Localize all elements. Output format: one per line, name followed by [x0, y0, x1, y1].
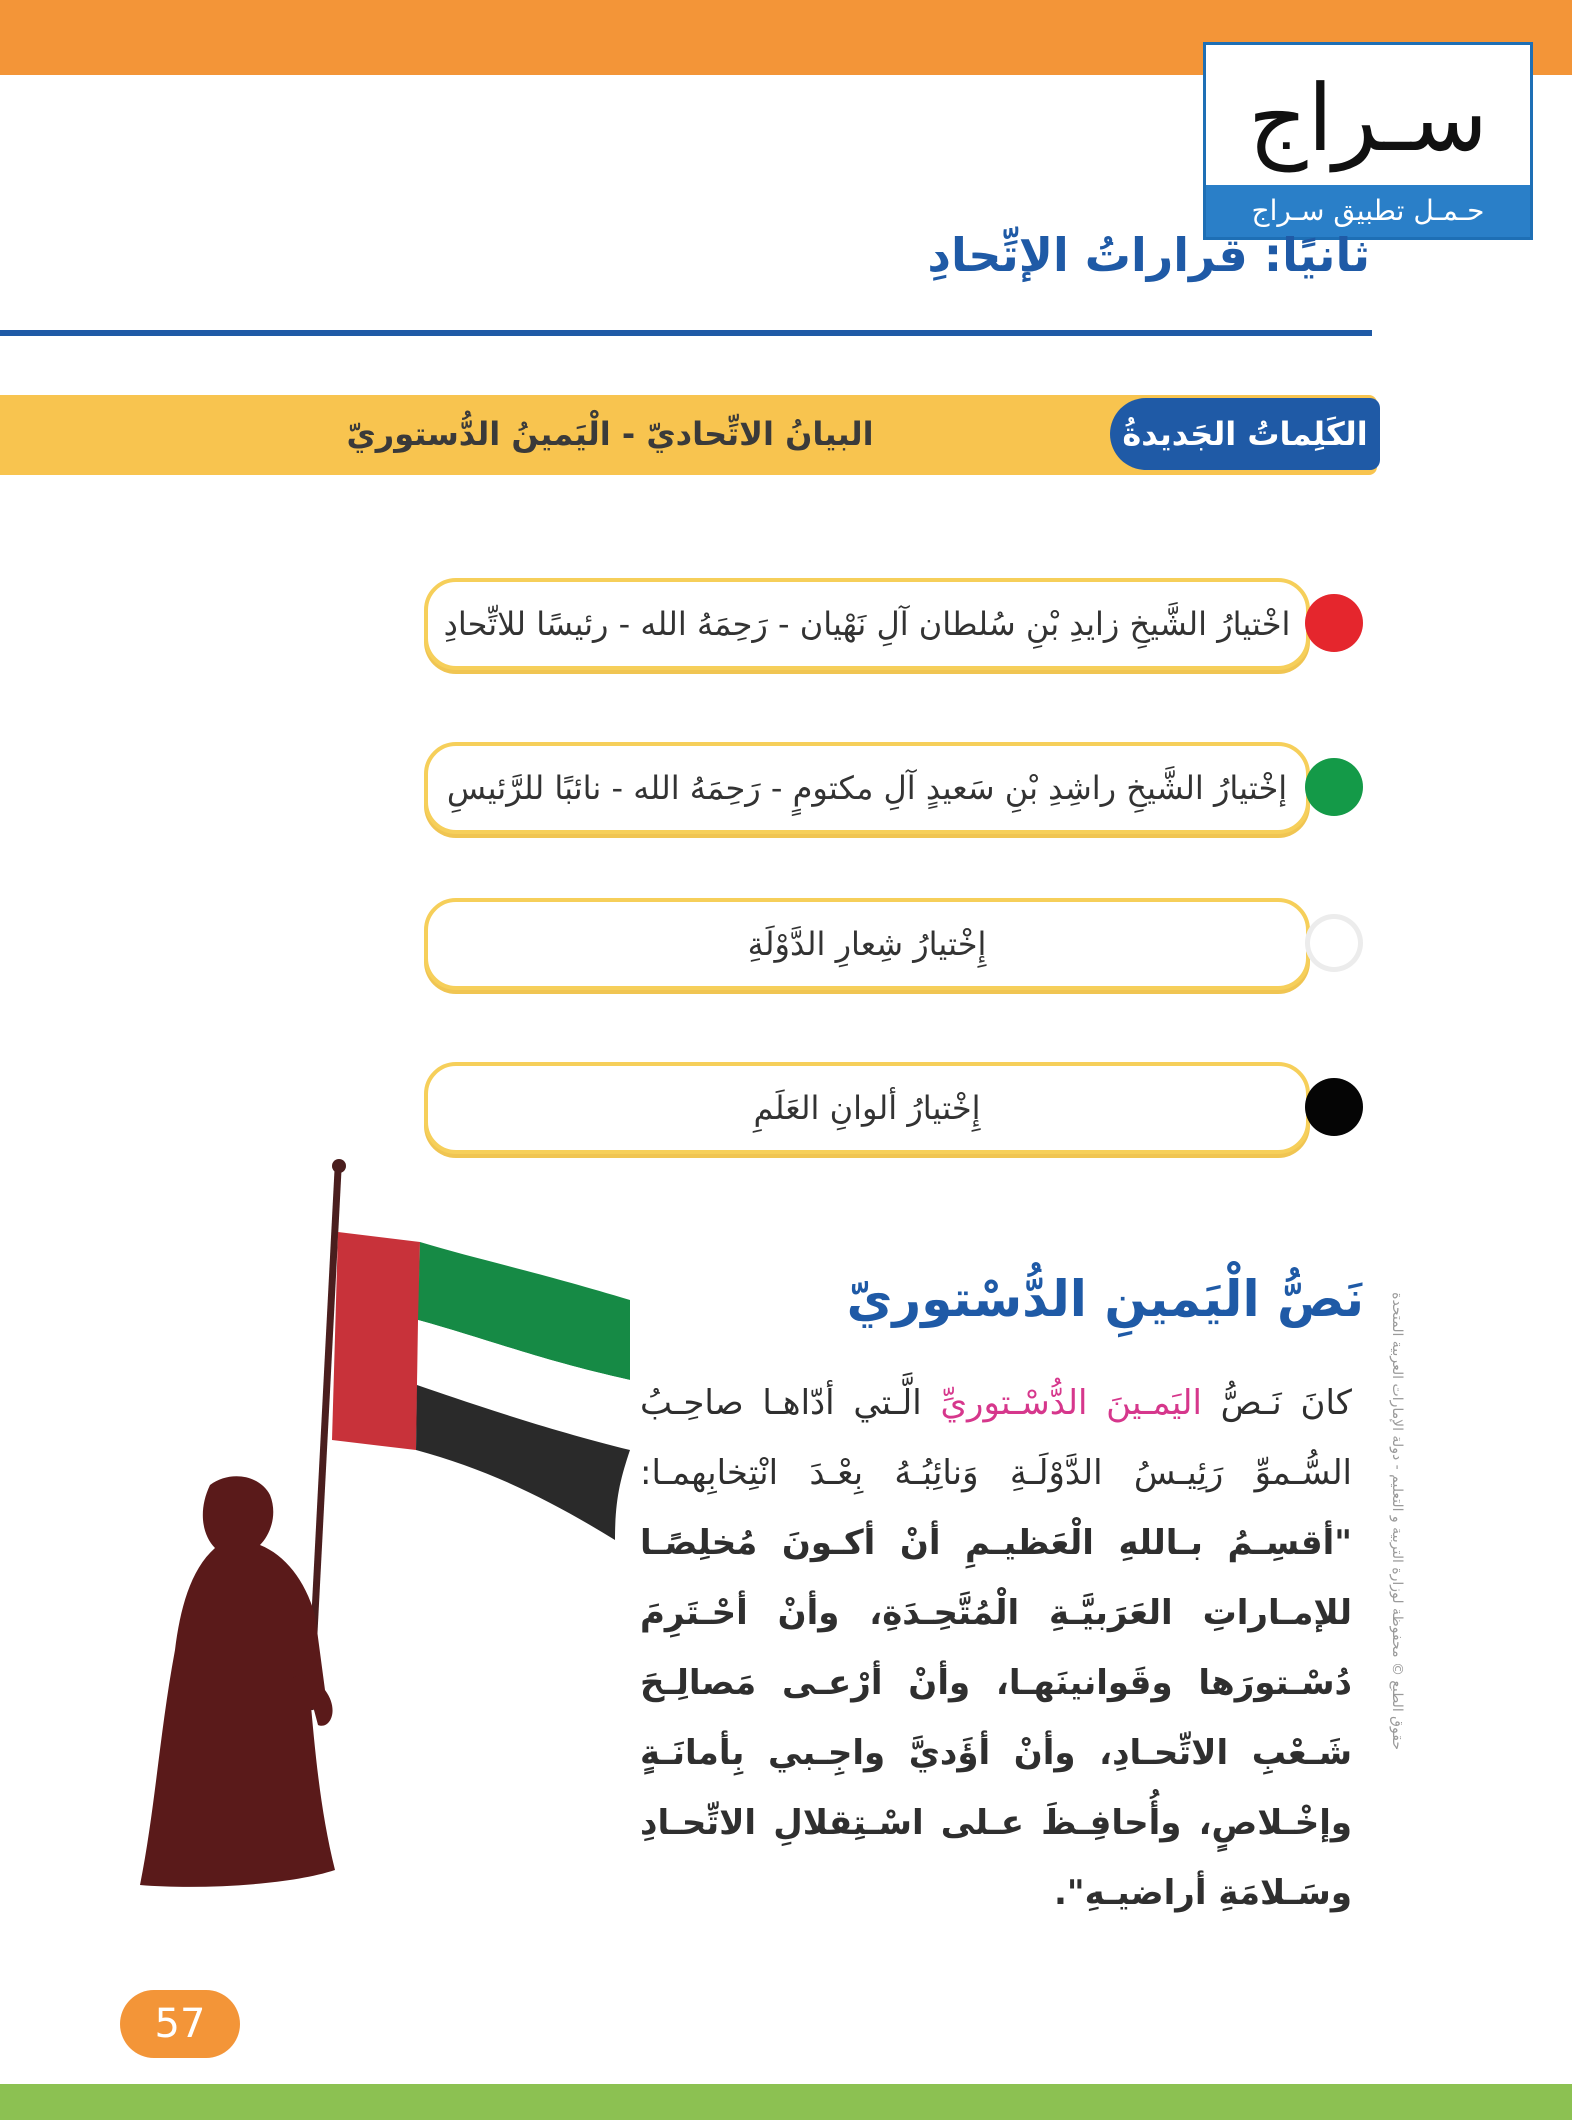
oath-paragraph	[640, 1368, 1352, 1928]
siraj-logo	[1203, 42, 1533, 240]
red-dot-icon	[1305, 594, 1363, 652]
section-title: ثانيًا: قراراتُ الإتِّحادِ	[927, 228, 1370, 282]
decision-item-flag-colors: إِخْتيارُ ألوانِ العَلَمِ	[424, 1062, 1310, 1154]
oath-heading: نَصُّ الْيَمينِ الدُّسْتوريّ	[846, 1270, 1364, 1328]
green-dot-icon	[1305, 758, 1363, 816]
oath-intro-start: كانَ نَـصُّ	[1201, 1383, 1352, 1423]
oath-intro-end: الَّـتي أدّاهـا صاحِـبُ السُّـموِّ رَئِيـسُ الدَّوْلَـةِ وَنائِبُـهُ بِعْـدَ انْتِخابِهمـا:	[640, 1383, 1352, 1493]
page-number: 57	[120, 1990, 240, 2058]
decision-item-vice-president: إخْتيارُ الشَّيخِ راشِدِ بْنِ سَعيدٍ آلِ مكتومٍ - رَحِمَهُ الله - نائبًا للرَّئيسِ	[424, 742, 1310, 834]
decision-item-emblem: إِخْتيارُ شِعارِ الدَّوْلَةِ	[424, 898, 1310, 990]
vocabulary-tab: الكَلِماتُ الجَديدةُ	[1110, 398, 1380, 470]
flag-bearer-illustration	[110, 1150, 650, 1910]
logo-tagline: حـمـل تطبيق سـراج	[1206, 185, 1530, 237]
oath-quote: "أقسِـمُ بـاللهِ الْعَظيـمِ أنْ أكـونَ مُخلِصًـا للإمـاراتِ العَرَبيَّـةِ الْمُتَّحِـدَةِ، وأنْ أحْـتَرِمَ دُسْـتورَها وقَوانينَهـا، وأنْ أرْعـى مَصالِـحَ شَـعْبِ الاتِّحـادِ، وأنْ أؤَديَّ واجِـبي بِأمانَـةٍ وإخْـلاصٍ، وأُحافِـظَ عـلى اسْـتِقلالِ الاتِّحـادِ وسَـلامَةِ أراضيـهِ".	[640, 1523, 1352, 1913]
copyright-side-note: حقوق الطبع © محفوظة لوزارة التربية و التعليم - دولة الإمارات العربية المتحدة	[1389, 1292, 1405, 1750]
bottom-green-bar	[0, 2084, 1572, 2120]
flag-red-band-icon	[332, 1232, 420, 1450]
vocabulary-words: البيانُ الاتِّحاديّ - الْيَمينُ الدُّستوريّ	[346, 415, 874, 453]
logo-wordmark: سـراج	[1248, 65, 1488, 172]
oath-highlight-term: اليَمـينَ الدُّسْـتوريِّ	[940, 1383, 1202, 1423]
decision-item-president: اخْتيارُ الشَّيخِ زايدِ بْنِ سُلطان آلِ نَهْيان - رَحِمَهُ الله - رئيسًا للاتِّحادِ	[424, 578, 1310, 670]
black-dot-icon	[1305, 1078, 1363, 1136]
white-dot-icon	[1305, 914, 1363, 972]
title-underline	[0, 330, 1372, 336]
